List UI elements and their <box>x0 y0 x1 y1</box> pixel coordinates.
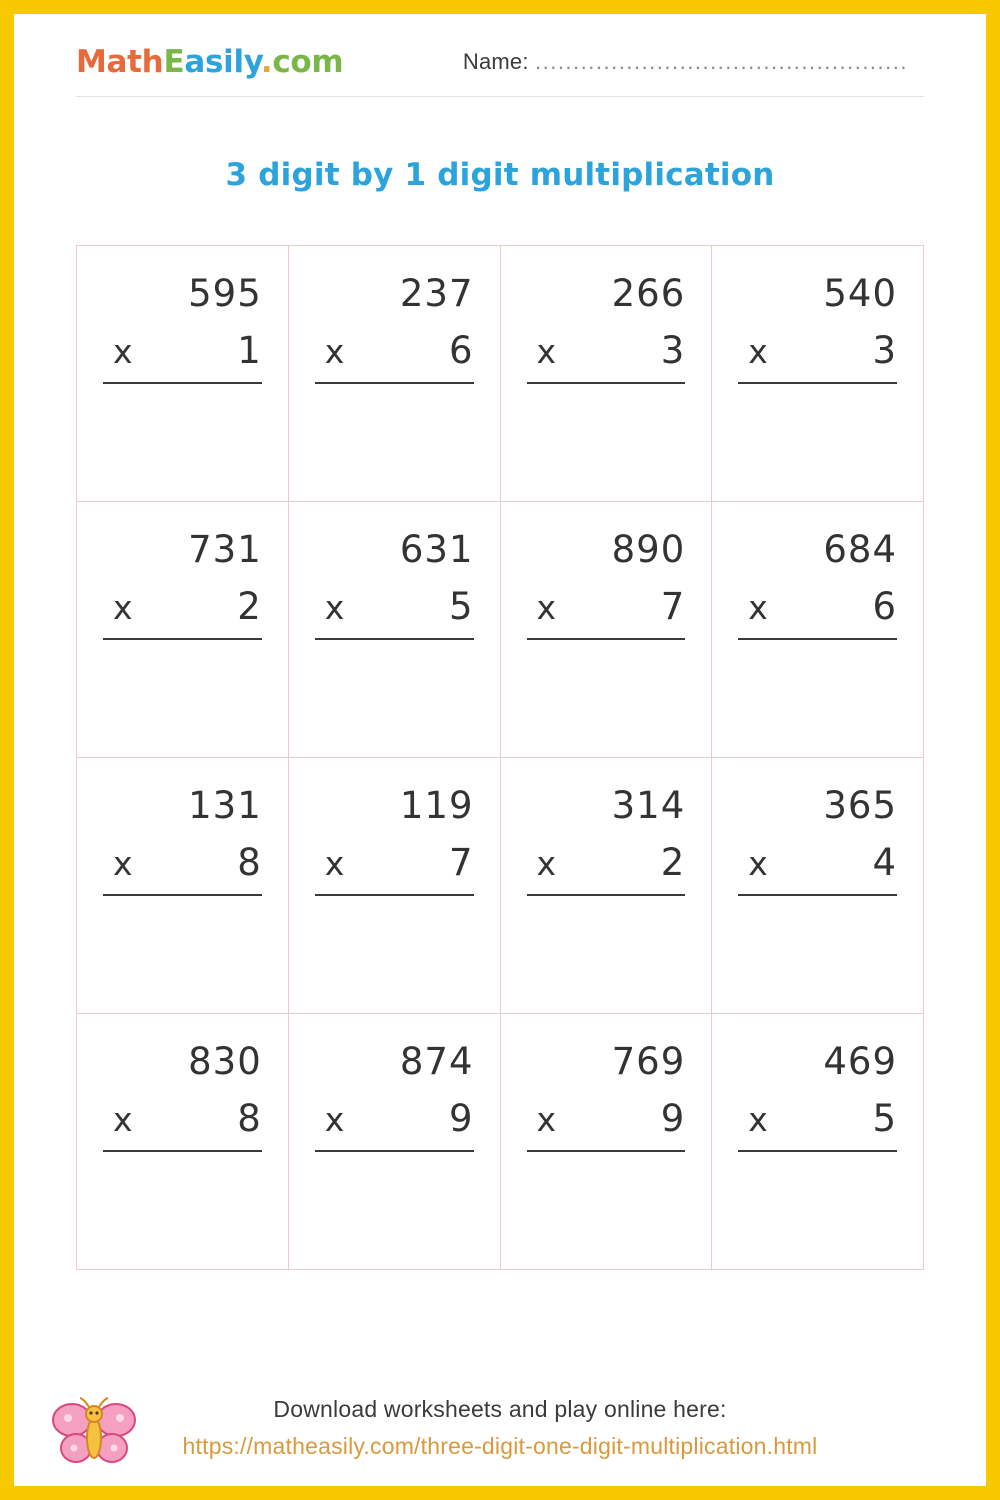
answer-rule <box>103 382 262 384</box>
multiplicand: 890 <box>611 528 686 571</box>
logo-part-2: E <box>163 44 185 80</box>
multiplicand: 131 <box>188 784 262 827</box>
logo-part-5: com <box>272 44 344 80</box>
answer-rule <box>738 894 897 896</box>
multiplicand: 365 <box>823 784 897 827</box>
answer-rule <box>315 382 474 384</box>
answer-rule <box>527 1150 686 1152</box>
operator: x <box>748 1100 769 1139</box>
answer-rule <box>527 382 686 384</box>
logo-part-4: . <box>260 44 273 80</box>
multiplicand: 830 <box>188 1040 262 1083</box>
problem-cell <box>289 246 501 502</box>
answer-rule <box>738 638 897 640</box>
answer-rule <box>315 638 474 640</box>
answer-rule <box>103 894 262 896</box>
problem-cell <box>501 758 713 1014</box>
problem-cell <box>77 1014 289 1270</box>
problem-cell <box>712 1014 924 1270</box>
operator: x <box>324 1100 346 1139</box>
multiplicand: 119 <box>399 784 474 827</box>
multiplicand: 731 <box>188 528 262 571</box>
header-divider <box>76 96 924 97</box>
page-header <box>44 14 956 80</box>
operator: x <box>113 588 134 627</box>
multiplier: 5 <box>872 1097 897 1140</box>
multiplier: 6 <box>872 585 897 628</box>
operator: x <box>113 1100 134 1139</box>
multiplicand: 631 <box>399 528 474 571</box>
multiplier: 9 <box>660 1097 686 1140</box>
name-label: Name: <box>462 49 529 74</box>
problem-cell <box>712 502 924 758</box>
answer-rule <box>103 1150 262 1152</box>
operator: x <box>324 588 346 627</box>
problem-cell <box>501 502 713 758</box>
multiplicand: 314 <box>611 784 686 827</box>
problem-cell <box>77 246 289 502</box>
multiplicand: 540 <box>823 272 897 315</box>
multiplier: 2 <box>660 841 686 884</box>
multiplier: 8 <box>237 1097 262 1140</box>
site-logo <box>76 44 343 80</box>
operator: x <box>748 332 769 371</box>
answer-rule <box>738 1150 897 1152</box>
multiplicand: 237 <box>399 272 474 315</box>
page-footer <box>14 1396 986 1460</box>
operator: x <box>748 844 769 883</box>
multiplicand: 469 <box>823 1040 897 1083</box>
name-dotted-line: ................................................. <box>534 49 908 74</box>
problems-grid <box>76 245 924 1270</box>
multiplier: 4 <box>872 841 897 884</box>
multiplier: 6 <box>448 329 474 372</box>
name-field[interactable] <box>463 49 908 75</box>
operator: x <box>748 588 769 627</box>
logo-part-1: Math <box>76 44 164 80</box>
multiplicand: 769 <box>611 1040 686 1083</box>
multiplicand: 684 <box>823 528 897 571</box>
operator: x <box>536 844 558 883</box>
problem-cell <box>289 758 501 1014</box>
multiplicand: 595 <box>188 272 262 315</box>
operator: x <box>113 844 134 883</box>
operator: x <box>324 332 346 371</box>
problem-cell <box>501 1014 713 1270</box>
problem-cell <box>712 758 924 1014</box>
multiplicand: 874 <box>399 1040 474 1083</box>
multiplier: 8 <box>237 841 262 884</box>
multiplier: 3 <box>660 329 686 372</box>
multiplier: 7 <box>660 585 686 628</box>
multiplier: 5 <box>448 585 474 628</box>
footer-link[interactable]: https://matheasily.com/three-digit-one-digit-multiplication.html <box>182 1433 818 1459</box>
answer-rule <box>103 638 262 640</box>
multiplier: 9 <box>448 1097 474 1140</box>
problem-cell <box>289 502 501 758</box>
operator: x <box>324 844 346 883</box>
multiplicand: 266 <box>611 272 686 315</box>
operator: x <box>536 588 558 627</box>
answer-rule <box>527 638 686 640</box>
problem-cell <box>77 758 289 1014</box>
operator: x <box>113 332 134 371</box>
multiplier: 2 <box>237 585 262 628</box>
multiplier: 1 <box>237 329 262 372</box>
multiplier: 3 <box>872 329 897 372</box>
answer-rule <box>315 1150 474 1152</box>
answer-rule <box>738 382 897 384</box>
answer-rule <box>527 894 686 896</box>
operator: x <box>536 332 558 371</box>
page-title: 3 digit by 1 digit multiplication <box>225 157 775 193</box>
answer-rule <box>315 894 474 896</box>
logo-part-3: asily <box>184 44 261 80</box>
problem-cell <box>501 246 713 502</box>
problem-cell <box>77 502 289 758</box>
problem-cell <box>289 1014 501 1270</box>
problem-cell <box>712 246 924 502</box>
footer-text: Download worksheets and play online here: <box>273 1396 727 1422</box>
operator: x <box>536 1100 558 1139</box>
multiplier: 7 <box>448 841 474 884</box>
